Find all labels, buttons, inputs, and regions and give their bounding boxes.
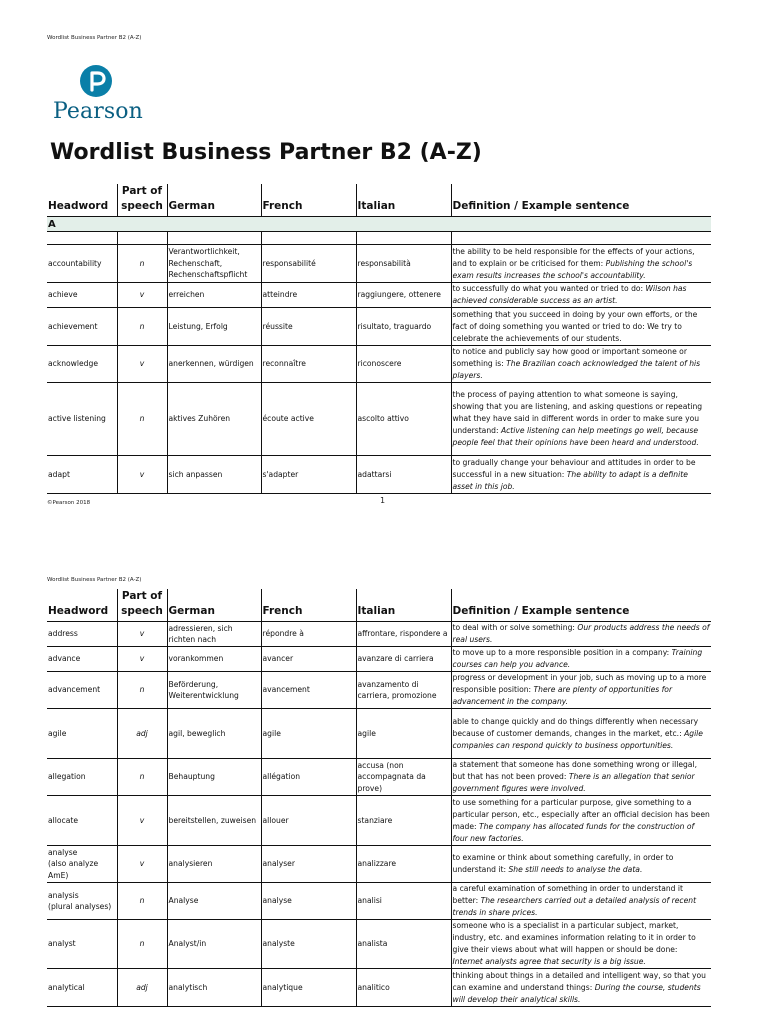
german-cell: analytisch [167, 969, 261, 1007]
italian-cell: riconoscere [356, 346, 451, 383]
german-cell: erreichen [167, 283, 261, 308]
part-of-speech-cell: adj [117, 709, 167, 759]
table-row [47, 759, 711, 796]
header-italian: Italian [356, 589, 451, 622]
german-cell: Behauptung [167, 759, 261, 796]
table-row [47, 245, 711, 283]
table-header-row [47, 184, 711, 217]
german-cell: bereitstellen, zuweisen [167, 796, 261, 846]
example-sentence: During the course, students will develop their analytical skills. [452, 982, 701, 1004]
italian-cell: accusa (non accompagnata da prove) [356, 759, 451, 796]
header-french: French [261, 589, 356, 622]
part-of-speech-cell: v [117, 622, 167, 647]
italian-cell: analizzare [356, 846, 451, 883]
french-cell: avancement [261, 672, 356, 709]
definition-text: to gradually change your behaviour and attitudes in order to be successful in a new situation: [452, 457, 696, 479]
table-header-row [47, 589, 711, 622]
definition-cell [451, 846, 711, 883]
definition-cell [451, 883, 711, 920]
table-row [47, 283, 711, 308]
german-cell: adressieren, sich richten nach [167, 622, 261, 647]
headword-cell: achieve [47, 283, 117, 308]
french-cell: agile [261, 709, 356, 759]
table-row [47, 346, 711, 383]
definition-cell [451, 308, 711, 346]
definition-cell [451, 622, 711, 647]
definition-cell [451, 456, 711, 494]
german-cell: aktives Zuhören [167, 383, 261, 456]
part-of-speech-cell: v [117, 647, 167, 672]
italian-cell: analista [356, 920, 451, 969]
table-row [47, 622, 711, 647]
french-cell: réussite [261, 308, 356, 346]
header-part-of-speech: Part of speech [117, 184, 167, 217]
example-sentence: There is an allegation that senior government figures were involved. [452, 772, 695, 793]
part-of-speech-cell: v [117, 846, 167, 883]
example-sentence: The researchers carried out a detailed analysis of recent trends in share prices. [452, 896, 697, 917]
table-row [47, 647, 711, 672]
part-of-speech-cell: v [117, 796, 167, 846]
italian-cell: adattarsi [356, 456, 451, 494]
italian-cell: stanziare [356, 796, 451, 846]
definition-text: able to change quickly and do things differently when necessary because of customer demands, changes in the market, etc.: [452, 716, 699, 738]
definition-text: progress or development in your job, such as moving up to a more responsible position: [452, 673, 707, 694]
french-cell: responsabilité [261, 245, 356, 283]
example-sentence: The ability to adapt is a definite asset in this job. [452, 469, 688, 491]
part-of-speech-cell: n [117, 920, 167, 969]
german-cell: vorankommen [167, 647, 261, 672]
definition-text: a careful examination of something in order to understand it better: [452, 884, 684, 905]
definition-text: to successfully do what you wanted or tried to do: [452, 284, 646, 293]
header-german: German [167, 589, 261, 622]
french-cell: analyser [261, 846, 356, 883]
definition-text: the ability to be held responsible for the effects of your actions, and to explain or be criticised for them: [452, 246, 695, 268]
section-letter: A [47, 217, 711, 232]
french-cell: répondre à [261, 622, 356, 647]
french-cell: s'adapter [261, 456, 356, 494]
part-of-speech-cell: v [117, 283, 167, 308]
table-row [47, 969, 711, 1007]
french-cell: analyste [261, 920, 356, 969]
german-cell: Beförderung, Weiterentwicklung [167, 672, 261, 709]
italian-cell: avanzamento di carriera, promozione [356, 672, 451, 709]
header-italian: Italian [356, 184, 451, 217]
header-german: German [167, 184, 261, 217]
table-row [47, 456, 711, 494]
table-row [47, 308, 711, 346]
french-cell: reconnaître [261, 346, 356, 383]
italian-cell: ascolto attivo [356, 383, 451, 456]
definition-text: thinking about things in a detailed and intelligent way, so that you can examine and understand things: [452, 970, 706, 992]
german-cell: anerkennen, würdigen [167, 346, 261, 383]
table-row [47, 672, 711, 709]
german-cell: sich anpassen [167, 456, 261, 494]
definition-text: to notice and publicly say how good or important someone or something is: [452, 347, 687, 368]
table-row [47, 846, 711, 883]
italian-cell: analitico [356, 969, 451, 1007]
definition-text: a statement that someone has done something wrong or illegal, but that has not been proved: [452, 760, 697, 781]
french-cell: analyse [261, 883, 356, 920]
section-row [47, 217, 711, 232]
definition-text: something that you succeed in doing by your own efforts, or the fact of doing something you wanted or tried to do: We try to celebrate the achievements of our students. [452, 309, 698, 343]
german-cell: Leistung, Erfolg [167, 308, 261, 346]
italian-cell: responsabilità [356, 245, 451, 283]
headword-cell: advance [47, 647, 117, 672]
french-cell: allégation [261, 759, 356, 796]
italian-cell: analisi [356, 883, 451, 920]
pearson-wordmark: Pearson [53, 99, 143, 124]
header-definition: Definition / Example sentence [451, 589, 711, 622]
example-sentence: There are plenty of opportunities for advancement in the company. [452, 685, 673, 706]
german-cell: Analyse [167, 883, 261, 920]
part-of-speech-cell: n [117, 308, 167, 346]
pearson-logo [50, 65, 150, 127]
definition-cell [451, 647, 711, 672]
headword-cell: address [47, 622, 117, 647]
example-sentence: The company has allocated funds for the construction of four new factories. [452, 821, 695, 843]
example-sentence: Agile companies can respond quickly to business opportunities. [452, 728, 703, 750]
spacer-row [47, 232, 711, 245]
part-of-speech-cell: adj [117, 969, 167, 1007]
headword-cell: allegation [47, 759, 117, 796]
table-row [47, 883, 711, 920]
table-row [47, 383, 711, 456]
document-title: Wordlist Business Partner B2 (A-Z) [50, 140, 482, 165]
wordlist-table-page1 [47, 184, 711, 494]
definition-cell [451, 759, 711, 796]
example-sentence: Training courses can help you advance. [452, 648, 703, 669]
headword-cell: agile [47, 709, 117, 759]
headword-cell: achievement [47, 308, 117, 346]
running-header-page2: Wordlist Business Partner B2 (A-Z) [47, 577, 142, 583]
part-of-speech-cell: n [117, 883, 167, 920]
italian-cell: affrontare, rispondere a [356, 622, 451, 647]
headword-cell: acknowledge [47, 346, 117, 383]
french-cell: écoute active [261, 383, 356, 456]
definition-cell [451, 346, 711, 383]
definition-text: to deal with or solve something: [452, 623, 578, 632]
definition-text: to examine or think about something carefully, in order to understand it: [452, 853, 674, 874]
example-sentence: She still needs to analyse the data. [508, 865, 643, 874]
header-definition: Definition / Example sentence [451, 184, 711, 217]
table-row [47, 920, 711, 969]
headword-cell: active listening [47, 383, 117, 456]
french-cell: allouer [261, 796, 356, 846]
definition-cell [451, 969, 711, 1007]
header-french: French [261, 184, 356, 217]
italian-cell: raggiungere, ottenere [356, 283, 451, 308]
page-number: 1 [380, 496, 386, 505]
part-of-speech-cell: n [117, 245, 167, 283]
italian-cell: risultato, traguardo [356, 308, 451, 346]
definition-cell [451, 672, 711, 709]
italian-cell: agile [356, 709, 451, 759]
table-row [47, 709, 711, 759]
headword-cell: analyst [47, 920, 117, 969]
wordlist-table-page2 [47, 589, 711, 1007]
definition-text: the process of paying attention to what someone is saying, showing that you are listening, and asking questions or repeating what they have said in different words in order to make sure you understand: [452, 390, 703, 435]
headword-cell: analysis (plural analyses) [47, 883, 117, 920]
part-of-speech-cell: v [117, 456, 167, 494]
french-cell: avancer [261, 647, 356, 672]
headword-cell: analytical [47, 969, 117, 1007]
header-part-of-speech: Part of speech [117, 589, 167, 622]
definition-cell [451, 383, 711, 456]
part-of-speech-cell: n [117, 383, 167, 456]
french-cell: atteindre [261, 283, 356, 308]
definition-cell [451, 796, 711, 846]
part-of-speech-cell: v [117, 346, 167, 383]
example-sentence: Our products address the needs of real users. [452, 623, 710, 644]
headword-cell: allocate [47, 796, 117, 846]
part-of-speech-cell: n [117, 759, 167, 796]
headword-cell: advancement [47, 672, 117, 709]
header-headword: Headword [47, 184, 117, 217]
copyright-footer: ©Pearson 2018 [47, 500, 91, 506]
table-row [47, 796, 711, 846]
headword-cell: accountability [47, 245, 117, 283]
definition-cell [451, 245, 711, 283]
headword-cell: analyse (also analyze AmE) [47, 846, 117, 883]
example-sentence: Active listening can help meetings go well, because people feel that their opinions have been heard and understood. [452, 426, 699, 447]
part-of-speech-cell: n [117, 672, 167, 709]
german-cell: analysieren [167, 846, 261, 883]
german-cell: agil, beweglich [167, 709, 261, 759]
example-sentence: Publishing the school's exam results increases the school's accountability. [452, 258, 693, 280]
german-cell: Analyst/in [167, 920, 261, 969]
definition-cell [451, 709, 711, 759]
example-sentence: The Brazilian coach acknowledged the talent of his players. [452, 359, 701, 380]
definition-cell [451, 283, 711, 308]
example-sentence: Internet analysts agree that security is a big issue. [452, 957, 646, 966]
example-sentence: Wilson has achieved considerable success as an artist. [452, 284, 687, 305]
headword-cell: adapt [47, 456, 117, 494]
french-cell: analytique [261, 969, 356, 1007]
definition-cell [451, 920, 711, 969]
definition-text: to move up to a more responsible position in a company: [452, 648, 672, 657]
pearson-p-icon [80, 65, 112, 97]
german-cell: Verantwortlichkeit, Rechenschaft, Rechenschaftspflicht [167, 245, 261, 283]
definition-text: someone who is a specialist in a particular subject, market, industry, etc. and examines information relating to it in order to give their views about what will happen or should be done: [452, 921, 696, 954]
header-headword: Headword [47, 589, 117, 622]
running-header: Wordlist Business Partner B2 (A-Z) [47, 35, 142, 41]
italian-cell: avanzare di carriera [356, 647, 451, 672]
definition-text: to use something for a particular purpose, give something to a particular person, etc., especially after an official decision has been made: [452, 797, 710, 831]
